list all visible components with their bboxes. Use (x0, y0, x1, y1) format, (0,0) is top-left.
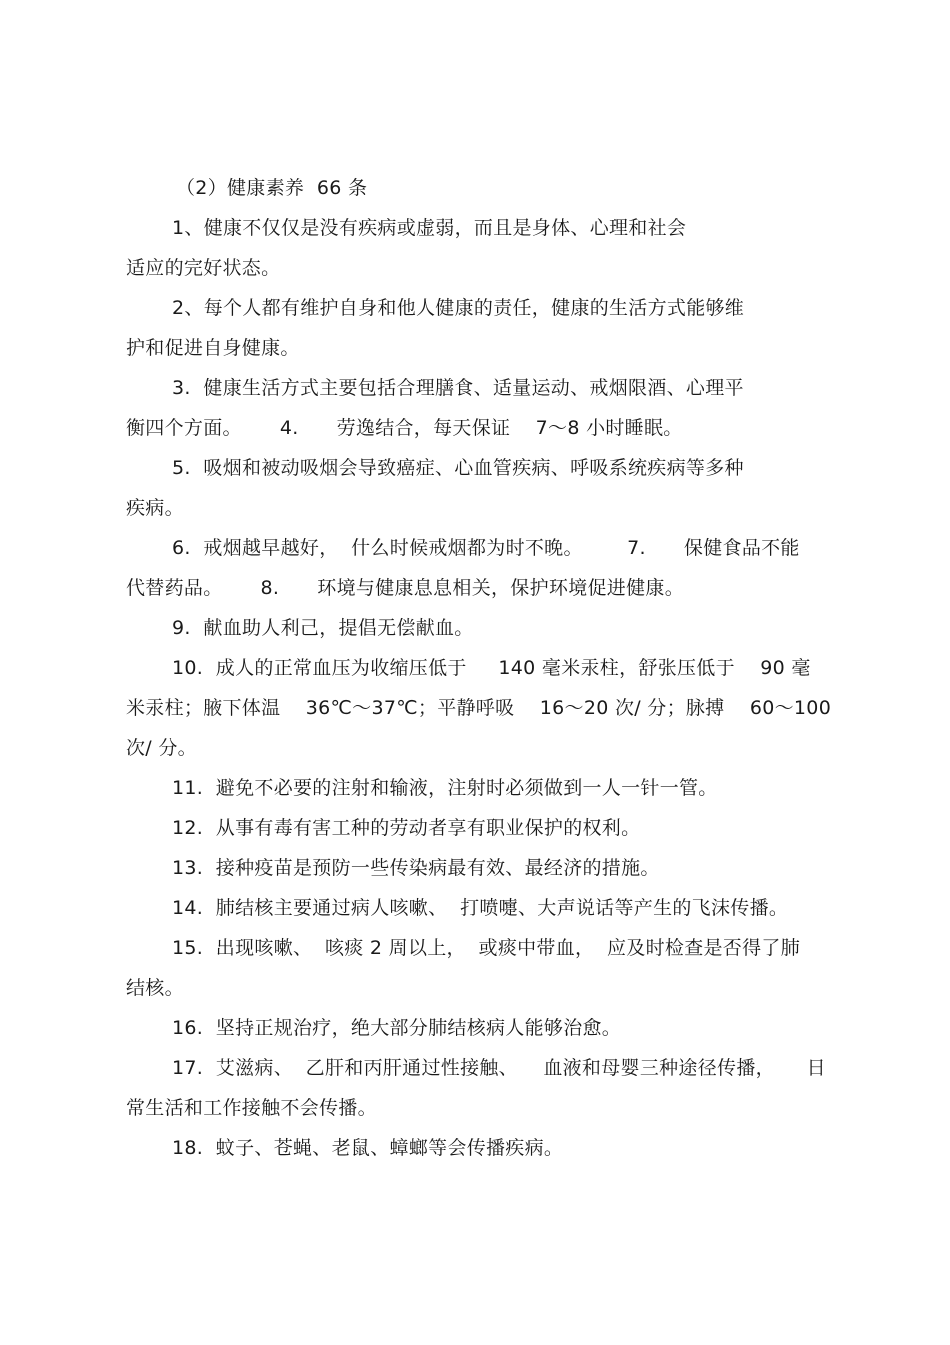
paragraph-line: 1、健康不仅仅是没有疾病或虚弱，而且是身体、心理和社会 (172, 217, 687, 239)
paragraph-line: 适应的完好状态。 (126, 257, 281, 279)
paragraph-line: 代替药品。 8. 环境与健康息息相关，保护环境促进健康。 (126, 577, 685, 599)
paragraph-line: 次/ 分。 (126, 737, 197, 759)
paragraph-line: 护和促进自身健康。 (126, 337, 300, 359)
paragraph-line: 16. 坚持正规治疗，绝大部分肺结核病人能够治愈。 (172, 1017, 622, 1039)
paragraph-line: 3. 健康生活方式主要包括合理膳食、适量运动、戒烟限酒、心理平 (172, 377, 744, 399)
paragraph-line: 疾病。 (126, 497, 184, 519)
paragraph-line: 12. 从事有毒有害工种的劳动者享有职业保护的权利。 (172, 817, 641, 839)
paragraph-line: 11. 避免不必要的注射和输液，注射时必须做到一人一针一管。 (172, 777, 718, 799)
paragraph-line: 结核。 (126, 977, 184, 999)
paragraph-line: 衡四个方面。 4. 劳逸结合，每天保证 7～8 小时睡眠。 (126, 417, 683, 439)
paragraph-line: 13. 接种疫苗是预防一些传染病最有效、最经济的措施。 (172, 857, 660, 879)
paragraph-line: 9. 献血助人利己，提倡无偿献血。 (172, 617, 474, 639)
paragraph-line: 常生活和工作接触不会传播。 (126, 1097, 377, 1119)
paragraph-line: 17. 艾滋病、 乙肝和丙肝通过性接触、 血液和母婴三种途径传播， 日 (172, 1057, 826, 1079)
paragraph-line: 15. 出现咳嗽、 咳痰 2 周以上， 或痰中带血， 应及时检查是否得了肺 (172, 937, 801, 959)
paragraph-line: 5. 吸烟和被动吸烟会导致癌症、心血管疾病、呼吸系统疾病等多种 (172, 457, 744, 479)
paragraph-line: 14. 肺结核主要通过病人咳嗽、 打喷嚏、大声说话等产生的飞沫传播。 (172, 897, 789, 919)
paragraph-line: 10. 成人的正常血压为收缩压低于 140 毫米汞柱，舒张压低于 90 毫 (172, 657, 811, 679)
paragraph-line: 18. 蚊子、苍蝇、老鼠、蟑螂等会传播疾病。 (172, 1137, 564, 1159)
paragraph-line: 2、每个人都有维护自身和他人健康的责任，健康的生活方式能够维 (172, 297, 745, 319)
paragraph-line: 6. 戒烟越早越好， 什么时候戒烟都为时不晚。 7. 保健食品不能 (172, 537, 800, 559)
section-heading: （2）健康素养 66 条 (176, 177, 368, 199)
paragraph-line: 米汞柱；腋下体温 36℃～37℃；平静呼吸 16～20 次/ 分；脉搏 60～100 (126, 697, 832, 719)
